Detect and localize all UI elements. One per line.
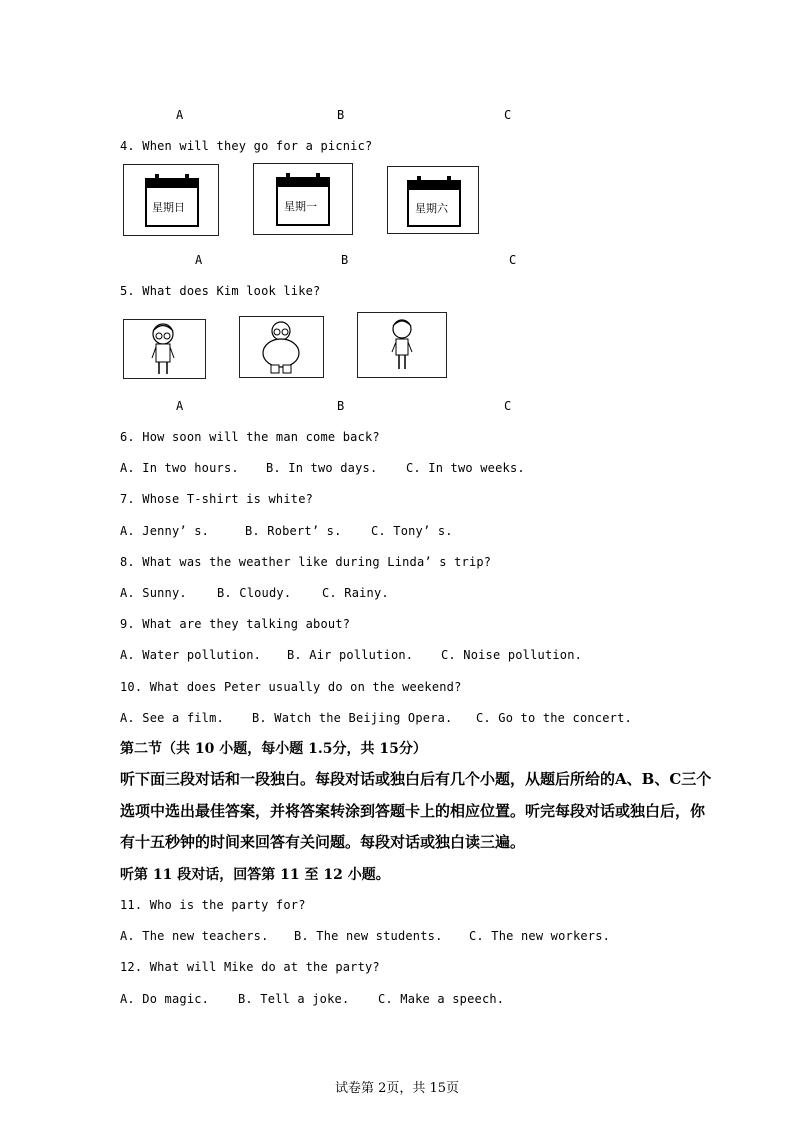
- q4-image-b: [253, 163, 353, 235]
- q12-option-a: A. Do magic.: [120, 992, 210, 1006]
- section-instruction-3: 有十五秒钟的时间来回答有关问题。每段对话或独白读三遍。: [120, 833, 526, 851]
- q9-option-a: A. Water pollution.: [120, 648, 262, 662]
- q11-option-c: C. The new workers.: [469, 929, 611, 943]
- page-footer: 试卷第 2页，共 15页: [334, 1081, 460, 1096]
- q5-image-c: [357, 312, 447, 378]
- calendar-label-a: 星期日: [152, 201, 185, 214]
- q5-question: 5. What does Kim look like?: [120, 284, 321, 298]
- section-instruction-2: 选项中选出最佳答案，并将答案转涂到答题卡上的相应位置。听完每段对话或独白后，你: [120, 802, 706, 820]
- q5-image-a: [123, 319, 206, 379]
- q6-question: 6. How soon will the man come back?: [120, 430, 380, 444]
- q4-question: 4. When will they go for a picnic?: [120, 139, 373, 153]
- calendar-label-b: 星期一: [284, 200, 317, 213]
- q3-label-a: A: [176, 108, 184, 122]
- q5-label-b: B: [337, 399, 345, 413]
- dialogue-intro: 听第 11 段对话，回答第 11 至 12 小题。: [120, 867, 390, 883]
- q8-option-c: C. Rainy.: [322, 586, 389, 600]
- boy-icon: [358, 313, 448, 379]
- q6-option-a: A. In two hours.: [120, 461, 239, 475]
- q5-label-a: A: [176, 399, 184, 413]
- q5-image-b: [239, 316, 324, 378]
- q10-option-b: B. Watch the Beijing Opera.: [252, 711, 453, 725]
- q8-option-b: B. Cloudy.: [217, 586, 292, 600]
- q7-option-a: A. Jenny’ s.: [120, 524, 210, 538]
- q4-image-a: [123, 164, 219, 236]
- calendar-label-c: 星期六: [415, 202, 448, 215]
- q10-option-a: A. See a film.: [120, 711, 224, 725]
- q12-option-c: C. Make a speech.: [378, 992, 505, 1006]
- boy-glasses-icon: [124, 320, 207, 380]
- q9-option-b: B. Air pollution.: [287, 648, 414, 662]
- q4-label-c: C: [509, 253, 517, 267]
- q5-label-c: C: [504, 399, 512, 413]
- q11-option-a: A. The new teachers.: [120, 929, 269, 943]
- q11-question: 11. Who is the party for?: [120, 898, 306, 912]
- q12-question: 12. What will Mike do at the party?: [120, 960, 380, 974]
- q7-option-c: C. Tony’ s.: [371, 524, 453, 538]
- q4-label-a: A: [195, 253, 203, 267]
- q6-option-c: C. In two weeks.: [406, 461, 525, 475]
- section-heading: 第二节（共 10 小题，每小题 1.5分，共 15分）: [120, 741, 427, 757]
- q10-question: 10. What does Peter usually do on the weekend?: [120, 680, 462, 694]
- q9-question: 9. What are they talking about?: [120, 617, 351, 631]
- q8-question: 8. What was the weather like during Linda’ s trip?: [120, 555, 492, 569]
- q6-option-b: B. In two days.: [266, 461, 378, 475]
- q7-question: 7. Whose T-shirt is white?: [120, 492, 314, 506]
- q3-label-b: B: [337, 108, 345, 122]
- q10-option-c: C. Go to the concert.: [476, 711, 632, 725]
- q9-option-c: C. Noise pollution.: [441, 648, 583, 662]
- q12-option-b: B. Tell a joke.: [238, 992, 350, 1006]
- q7-option-b: B. Robert’ s.: [245, 524, 342, 538]
- section-instruction-1: 听下面三段对话和一段独白。每段对话或独白后有几个小题，从题后所给的A、B、C三个: [120, 770, 712, 788]
- fat-man-glasses-icon: [240, 317, 325, 379]
- q3-label-c: C: [504, 108, 512, 122]
- q11-option-b: B. The new students.: [294, 929, 443, 943]
- q4-image-c: [387, 166, 479, 234]
- q4-label-b: B: [341, 253, 349, 267]
- q8-option-a: A. Sunny.: [120, 586, 187, 600]
